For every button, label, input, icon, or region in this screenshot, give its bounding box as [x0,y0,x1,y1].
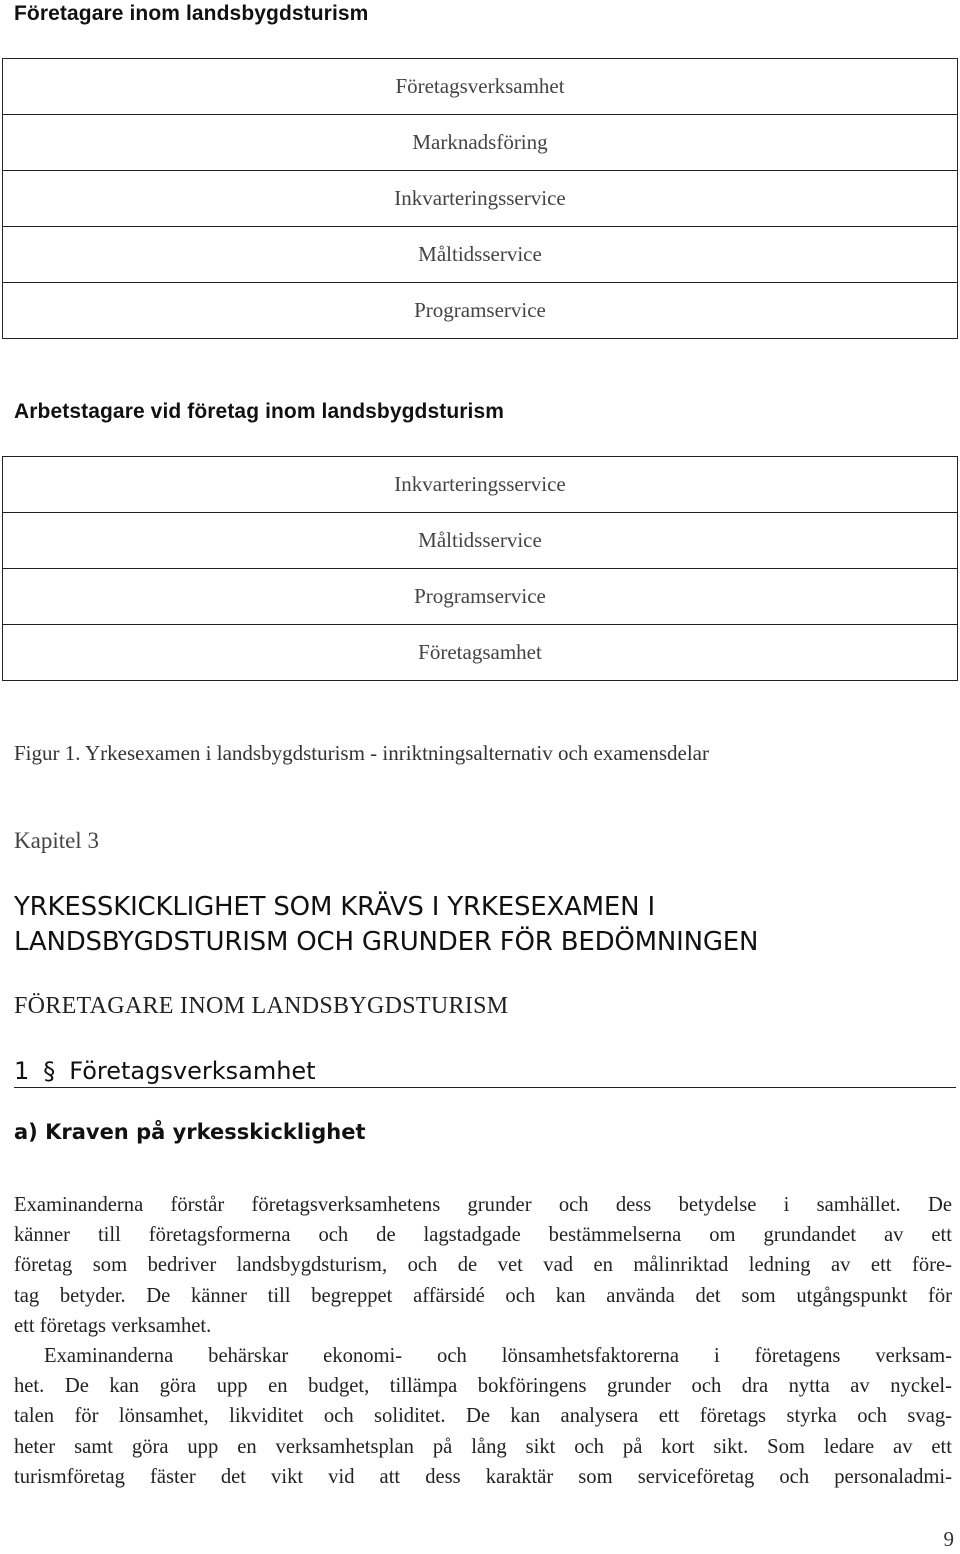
body-line: ett företags verksamhet. [14,1314,212,1337]
exam-part-box: Programservice [3,283,958,339]
body-line: Examinanderna förstår företagsverksamhetens grunder och dess betydelse i samhället. De [14,1194,952,1216]
section-heading-employees: Arbetstagare vid företag inom landsbygdsturism [14,400,505,423]
body-line: företag som bedriver landsbygdsturism, och de vet vad en målinriktad ledning av ett före- [14,1254,952,1277]
page-number: 9 [943,1527,954,1551]
exam-part-box: Inkvarteringsservice [3,457,958,513]
body-line: turismföretag fäster det vikt vid att dess karaktär som serviceföretag och personaladmi- [14,1465,952,1488]
entrepreneur-parts-table [2,58,958,339]
body-line: Examinanderna behärskar ekonomi- och lönsamhetsfaktorerna i företagens verksam- [44,1345,952,1368]
chapter-title [14,890,934,960]
exam-part-box: Företagsamhet [3,625,958,681]
exam-part-box: Företagsverksamhet [3,59,958,115]
paragraph-heading [14,1057,956,1088]
paragraph-title: Företagsverksamhet [69,1057,316,1085]
body-line: känner till företagsformerna och de lagstadgade bestämmelserna om grundandet av ett [14,1224,952,1247]
exam-part-box: Måltidsservice [3,227,958,283]
section-symbol: § [43,1057,56,1085]
body-line: heter samt göra upp en verksamhetsplan på lång sikt och på kort sikt. Som ledare av ett [14,1435,952,1458]
exam-part-box: Programservice [3,569,958,625]
body-text [14,1190,952,1492]
exam-part-box: Måltidsservice [3,513,958,569]
body-line: het. De kan göra upp en budget, tillämpa bokföringens grunder och dra nytta av nyckel- [14,1375,952,1398]
paragraph-number: 1 [14,1057,30,1085]
chapter-title-line: YRKESSKICKLIGHET SOM KRÄVS I YRKESEXAMEN I [14,892,655,922]
section-heading-entrepreneurs: Företagare inom landsbygdsturism [14,2,369,25]
requirements-heading: a) Kraven på yrkesskicklighet [14,1120,366,1144]
exam-part-box: Inkvarteringsservice [3,171,958,227]
figure-caption: Figur 1. Yrkesexamen i landsbygdsturism - inriktningsalternativ och examensdelar [14,741,709,765]
chapter-title-line: LANDSBYGDSTURISM OCH GRUNDER FÖR BEDÖMNINGEN [14,927,759,957]
body-line: tag betyder. De känner till begreppet affärsidé och kan använda det som utgångspunkt för [14,1284,952,1307]
exam-part-box: Marknadsföring [3,115,958,171]
chapter-label: Kapitel 3 [14,828,99,853]
body-line: talen för lönsamhet, likviditet och soliditet. De kan analysera ett företags styrka och svag- [14,1405,952,1428]
section-subtitle: FÖRETAGARE INOM LANDSBYGDSTURISM [14,993,509,1019]
employee-parts-table [2,456,958,681]
